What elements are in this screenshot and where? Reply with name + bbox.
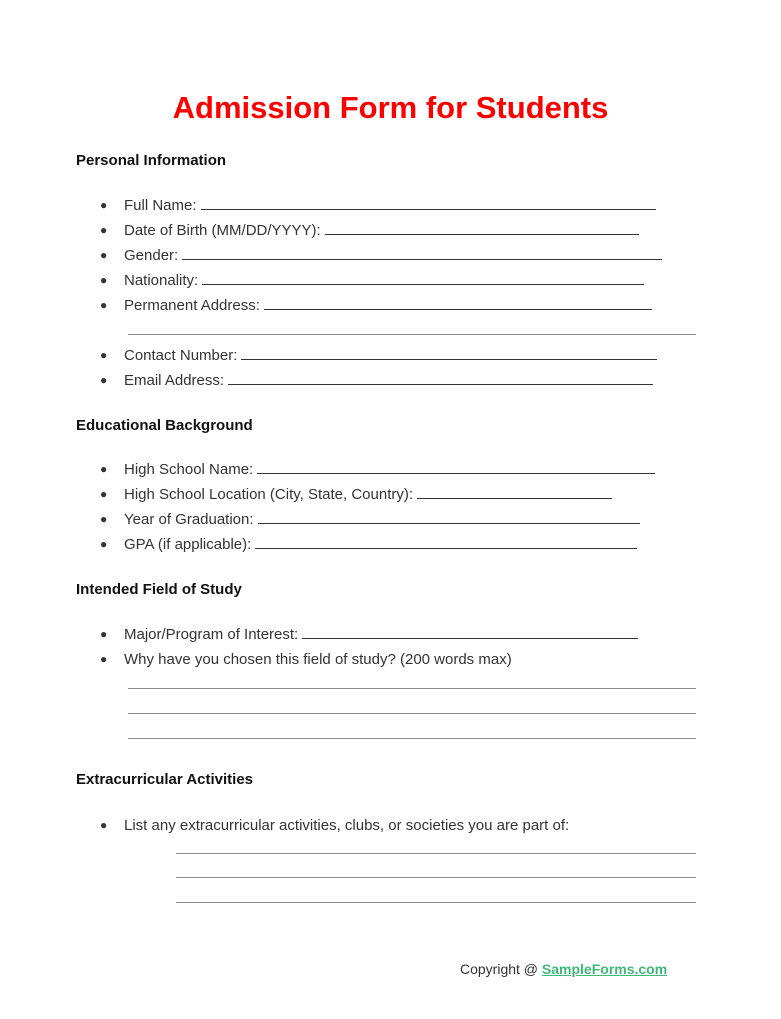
field-label: Contact Number: (124, 347, 238, 364)
field-label: Date of Birth (MM/DD/YYYY): (124, 222, 321, 239)
address-continuation-line[interactable] (128, 334, 696, 335)
date-of-birth-blank[interactable] (325, 221, 639, 235)
field-label: Gender: (124, 247, 179, 264)
field-label: Nationality: (124, 272, 199, 289)
nationality-blank[interactable] (202, 271, 644, 285)
email-address-blank[interactable] (228, 371, 653, 385)
year-of-graduation-blank[interactable] (258, 510, 640, 524)
field-label: Year of Graduation: (124, 511, 254, 528)
field-label: High School Name: (124, 461, 254, 478)
field-label: Full Name: (124, 197, 197, 214)
brand-link[interactable]: SampleForms.com (541, 961, 668, 977)
answer-line[interactable] (176, 902, 696, 903)
field-label: Why have you chosen this field of study? (200 words max) (124, 651, 512, 668)
copyright-footer (460, 961, 667, 977)
answer-line[interactable] (176, 853, 696, 854)
major-program-blank[interactable] (302, 625, 638, 639)
answer-line[interactable] (128, 688, 696, 689)
bullet-icon: ● (100, 273, 108, 287)
bullet-icon: ● (100, 818, 108, 832)
field-label: GPA (if applicable): (124, 536, 252, 553)
field-label: Permanent Address: (124, 297, 260, 314)
bullet-icon: ● (100, 462, 108, 476)
gpa-blank[interactable] (255, 535, 637, 549)
section-heading-education: Educational Background (76, 417, 253, 434)
copyright-text: Copyright @ (460, 961, 542, 977)
bullet-icon: ● (100, 223, 108, 237)
contact-number-blank[interactable] (241, 346, 657, 360)
bullet-icon: ● (100, 512, 108, 526)
bullet-icon: ● (100, 487, 108, 501)
page-title: Admission Form for Students (172, 90, 609, 125)
field-label: Major/Program of Interest: (124, 626, 299, 643)
bullet-icon: ● (100, 652, 108, 666)
bullet-icon: ● (100, 298, 108, 312)
bullet-icon: ● (100, 537, 108, 551)
section-heading-extracurricular: Extracurricular Activities (76, 771, 254, 788)
field-label: High School Location (City, State, Country): (124, 486, 414, 503)
section-heading-study: Intended Field of Study (76, 581, 242, 598)
section-heading-personal: Personal Information (76, 152, 227, 169)
field-label: Email Address: (124, 372, 225, 389)
answer-line[interactable] (176, 877, 696, 878)
answer-line[interactable] (128, 713, 696, 714)
bullet-icon: ● (100, 373, 108, 387)
bullet-icon: ● (100, 348, 108, 362)
bullet-icon: ● (100, 248, 108, 262)
field-label: List any extracurricular activities, clubs, or societies you are part of: (124, 817, 570, 834)
answer-line[interactable] (128, 738, 696, 739)
high-school-location-blank[interactable] (417, 485, 612, 499)
high-school-name-blank[interactable] (257, 460, 655, 474)
permanent-address-blank[interactable] (264, 296, 652, 310)
bullet-icon: ● (100, 198, 108, 212)
full-name-blank[interactable] (201, 196, 656, 210)
gender-blank[interactable] (182, 246, 662, 260)
bullet-icon: ● (100, 627, 108, 641)
